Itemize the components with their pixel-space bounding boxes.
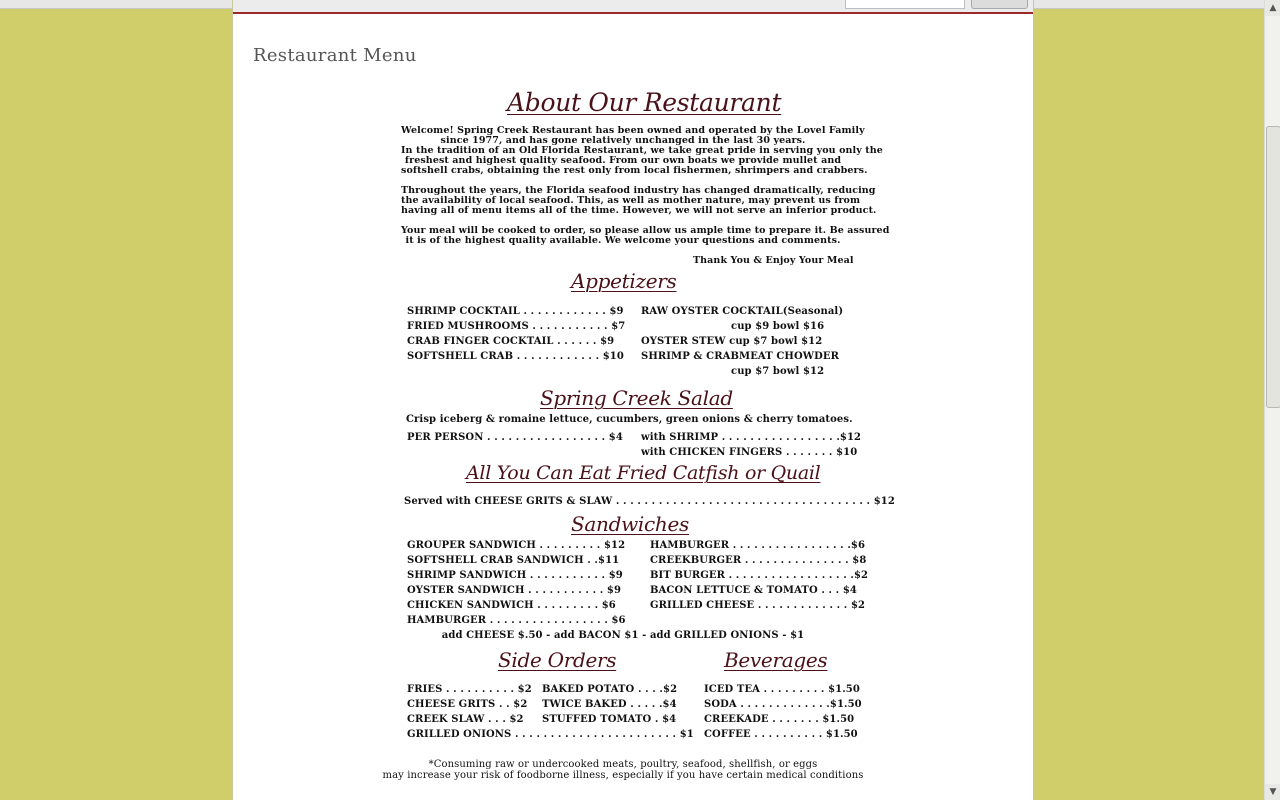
- menu-item: GROUPER SANDWICH . . . . . . . . . $12: [407, 540, 626, 551]
- catfish-heading: All You Can Eat Fried Catfish or Quail: [466, 462, 821, 484]
- about-line: In the tradition of an Old Florida Restaurant, we take great pride in serving you only the: [401, 145, 883, 156]
- beverages-heading: Beverages: [724, 648, 828, 672]
- menu-item: GRILLED ONIONS . . . . . . . . . . . . . . . . . . . . . . . $1: [407, 729, 694, 740]
- about-line: Your meal will be cooked to order, so please allow us ample time to prepare it. Be assured: [401, 225, 890, 236]
- menu-item: BAKED POTATO . . . .$2: [542, 684, 678, 695]
- menu-item: OYSTER SANDWICH . . . . . . . . . . . $9: [407, 585, 622, 596]
- menu-item: OYSTER STEW cup $7 bowl $12: [641, 336, 823, 347]
- menu-item: with SHRIMP . . . . . . . . . . . . . . . . .$12: [641, 432, 862, 443]
- sandwiches-heading: Sandwiches: [571, 512, 690, 536]
- page-container: [232, 0, 1034, 800]
- menu-item: COFFEE . . . . . . . . . . $1.50: [704, 729, 858, 740]
- menu-item: CREEKADE . . . . . . . $1.50: [704, 714, 855, 725]
- menu-item: HAMBURGER . . . . . . . . . . . . . . . . . $6: [407, 615, 626, 626]
- menu-item: SOFTSHELL CRAB SANDWICH . .$11: [407, 555, 620, 566]
- footnote-line: may increase your risk of foodborne illness, especially if you have certain medical conditions: [382, 770, 864, 781]
- menu-item-price: cup $9 bowl $16: [731, 321, 825, 332]
- about-heading: About Our Restaurant: [507, 88, 782, 117]
- scroll-down-arrow-icon[interactable]: ▼: [1265, 784, 1280, 800]
- sandwich-addons: add CHEESE $.50 - add BACON $1 - add GRILLED ONIONS - $1: [441, 630, 805, 641]
- footnote-line: *Consuming raw or undercooked meats, poultry, seafood, shellfish, or eggs: [428, 759, 818, 770]
- search-input[interactable]: [845, 0, 965, 9]
- menu-item: BIT BURGER . . . . . . . . . . . . . . . . . .$2: [650, 570, 869, 581]
- about-line: Welcome! Spring Creek Restaurant has been owned and operated by the Lovel Family: [401, 125, 865, 136]
- about-line: freshest and highest quality seafood. From our own boats we provide mullet and: [404, 155, 842, 166]
- menu-item: Served with CHEESE GRITS & SLAW . . . . . . . . . . . . . . . . . . . . . . . . . . . . . . . . . . . . $12: [404, 496, 895, 507]
- menu-item: HAMBURGER . . . . . . . . . . . . . . . . .$6: [650, 540, 866, 551]
- about-line: having all of menu items all of the time. However, we will not serve an inferior product.: [401, 205, 877, 216]
- about-line: Throughout the years, the Florida seafood industry has changed dramatically, reducing: [401, 185, 876, 196]
- about-line: the availability of local seafood. This, as well as mother nature, may prevent us from: [401, 195, 861, 206]
- salad-description: Crisp iceberg & romaine lettuce, cucumbers, green onions & cherry tomatoes.: [406, 414, 853, 425]
- menu-item: SOFTSHELL CRAB . . . . . . . . . . . . $10: [407, 351, 624, 362]
- menu-item: PER PERSON . . . . . . . . . . . . . . . . . $4: [407, 432, 623, 443]
- menu-item: CREEK SLAW . . . $2: [407, 714, 524, 725]
- menu-item: SODA . . . . . . . . . . . . .$1.50: [704, 699, 862, 710]
- menu-item: FRIES . . . . . . . . . . $2: [407, 684, 532, 695]
- side-orders-heading: Side Orders: [498, 648, 617, 672]
- appetizers-heading: Appetizers: [571, 269, 677, 293]
- about-signoff: Thank You & Enjoy Your Meal: [693, 255, 854, 266]
- menu-item: SHRIMP COCKTAIL . . . . . . . . . . . . $9: [407, 306, 624, 317]
- salad-heading: Spring Creek Salad: [540, 386, 733, 410]
- menu-item: RAW OYSTER COCKTAIL(Seasonal): [641, 306, 844, 317]
- menu-item: STUFFED TOMATO . $4: [542, 714, 677, 725]
- menu-item: CHEESE GRITS . . $2: [407, 699, 528, 710]
- search-button[interactable]: [971, 0, 1028, 9]
- about-line: softshell crabs, obtaining the rest only from local fishermen, shrimpers and crabbers.: [401, 165, 868, 176]
- menu-item: with CHICKEN FINGERS . . . . . . . $10: [641, 447, 858, 458]
- about-line: since 1977, and has gone relatively unchanged in the last 30 years.: [440, 135, 806, 146]
- menu-item: ICED TEA . . . . . . . . . $1.50: [704, 684, 860, 695]
- page-title: Restaurant Menu: [253, 45, 417, 66]
- menu-item: GRILLED CHEESE . . . . . . . . . . . . . $2: [650, 600, 866, 611]
- scroll-up-arrow-icon[interactable]: ▲: [1265, 0, 1280, 16]
- menu-item: FRIED MUSHROOMS . . . . . . . . . . . $7: [407, 321, 626, 332]
- menu-item: TWICE BAKED . . . . .$4: [542, 699, 677, 710]
- menu-item: CHICKEN SANDWICH . . . . . . . . . $6: [407, 600, 616, 611]
- about-line: it is of the highest quality available. We welcome your questions and comments.: [405, 235, 841, 246]
- menu-item: CREEKBURGER . . . . . . . . . . . . . . . $8: [650, 555, 867, 566]
- menu-item: SHRIMP & CRABMEAT CHOWDER: [641, 351, 839, 362]
- menu-item-price: cup $7 bowl $12: [731, 366, 825, 377]
- menu-item: CRAB FINGER COCKTAIL . . . . . . $9: [407, 336, 615, 347]
- vertical-scrollbar[interactable]: [1264, 0, 1280, 800]
- scrollbar-thumb[interactable]: [1266, 126, 1280, 408]
- menu-item: SHRIMP SANDWICH . . . . . . . . . . . $9: [407, 570, 623, 581]
- menu-item: BACON LETTUCE & TOMATO . . . $4: [650, 585, 857, 596]
